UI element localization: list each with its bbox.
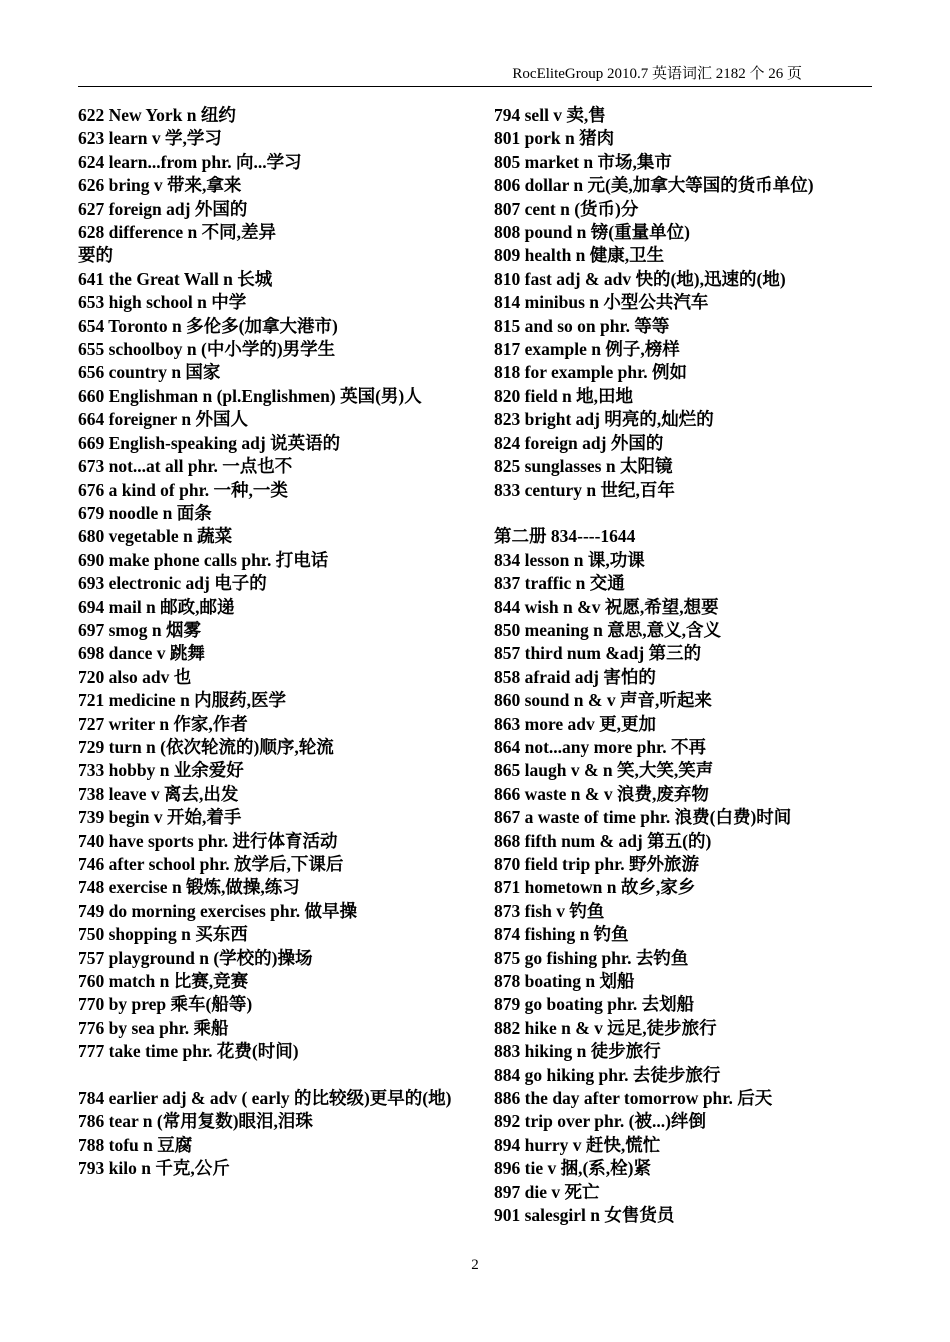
vocab-entry: 655 schoolboy n (中小学的)男学生 (78, 339, 336, 360)
vocab-entry: 833 century n 世纪,百年 (494, 479, 675, 500)
vocab-entry: 886 the day after tomorrow phr. 后天 (494, 1088, 773, 1109)
vocab-entry: 810 fast adj & adv 快的(地),迅速的(地) (494, 268, 786, 289)
vocab-entry: 727 writer n 作家,作者 (78, 713, 248, 734)
page-header: RocEliteGroup 2010.7 英语词汇 2182 个 26 页 (512, 66, 802, 82)
vocab-entry: 867 a waste of time phr. 浪费(白费)时间 (494, 807, 792, 828)
vocab-entry: 801 pork n 猪肉 (494, 128, 615, 149)
vocab-entry: 824 foreign adj 外国的 (494, 432, 664, 453)
vocab-entry: 623 learn v 学,学习 (78, 128, 222, 149)
vocab-entry: 883 hiking n 徒步旅行 (494, 1041, 661, 1062)
vocab-entry: 892 trip over phr. (被...)绊倒 (494, 1111, 706, 1132)
vocab-entry: 864 not...any more phr. 不再 (494, 736, 706, 757)
vocab-entry: 786 tear n (常用复数)眼泪,泪珠 (78, 1111, 313, 1132)
vocab-entry: 750 shopping n 买东西 (78, 924, 248, 945)
vocab-entry: 733 hobby n 业余爱好 (78, 760, 244, 781)
vocab-entry: 669 English-speaking adj 说英语的 (78, 432, 341, 453)
header-rule (78, 86, 872, 87)
vocab-entry: 680 vegetable n 蔬菜 (78, 526, 233, 547)
vocab-entry: 814 minibus n 小型公共汽车 (494, 292, 709, 313)
vocab-entry: 770 by prep 乘车(船等) (78, 994, 253, 1015)
vocab-entry: 628 difference n 不同,差异 (78, 222, 276, 243)
spacer (78, 1064, 460, 1087)
vocab-entry: 866 waste n & v 浪费,废弃物 (494, 783, 709, 804)
vocab-entry: 865 laugh v & n 笑,大笑,笑声 (494, 760, 714, 781)
left-column (78, 104, 460, 1181)
vocab-entry: 要的 (78, 245, 113, 266)
spacer (494, 502, 874, 525)
vocab-entry: 806 dollar n 元(美,加拿大等国的货币单位) (494, 175, 814, 196)
vocab-entry: 794 sell v 卖,售 (494, 105, 606, 125)
vocab-entry: 882 hike n & v 远足,徒步旅行 (494, 1017, 717, 1038)
vocab-entry: 641 the Great Wall n 长城 (78, 268, 273, 289)
vocab-entry: 808 pound n 镑(重量单位) (494, 222, 690, 243)
vocab-entry: 729 turn n (依次轮流的)顺序,轮流 (78, 736, 334, 757)
vocab-entry: 857 third num &adj 第三的 (494, 643, 702, 664)
vocab-entry: 860 sound n & v 声音,听起来 (494, 690, 712, 711)
vocab-entry: 739 begin v 开始,着手 (78, 807, 242, 828)
vocab-entry: 746 after school phr. 放学后,下课后 (78, 854, 344, 874)
vocab-entry: 874 fishing n 钓鱼 (494, 924, 629, 945)
vocab-entry: 679 noodle n 面条 (78, 502, 212, 523)
vocab-entry: 884 go hiking phr. 去徒步旅行 (494, 1064, 721, 1085)
vocab-entry: 871 hometown n 故乡,家乡 (494, 877, 696, 898)
vocab-entry: 721 medicine n 内服药,医学 (78, 690, 287, 711)
vocab-entry: 844 wish n &v 祝愿,希望,想要 (494, 596, 719, 617)
vocab-entry: 834 lesson n 课,功课 (494, 549, 645, 570)
vocab-entry: 837 traffic n 交通 (494, 573, 625, 594)
vocab-entry: 815 and so on phr. 等等 (494, 315, 670, 336)
vocab-entry: 693 electronic adj 电子的 (78, 573, 267, 594)
vocab-entry: 624 learn...from phr. 向...学习 (78, 151, 302, 172)
vocab-entry: 784 earlier adj & adv ( early 的比较级)更早的(地) (78, 1088, 452, 1109)
vocab-entry: 863 more adv 更,更加 (494, 713, 657, 734)
vocab-entry: 788 tofu n 豆腐 (78, 1134, 193, 1155)
vocab-entry: 777 take time phr. 花费(时间) (78, 1041, 299, 1062)
vocab-entry: 690 make phone calls phr. 打电话 (78, 549, 329, 570)
vocab-entry: 805 market n 市场,集市 (494, 151, 672, 172)
vocab-entry: 897 die v 死亡 (494, 1181, 600, 1202)
vocab-entry: 823 bright adj 明亮的,灿烂的 (494, 409, 714, 430)
vocab-entry: 793 kilo n 千克,公斤 (78, 1158, 230, 1179)
vocab-entry: 654 Toronto n 多伦多(加拿大港市) (78, 315, 338, 336)
vocab-entry: 694 mail n 邮政,邮递 (78, 596, 235, 617)
right-column (494, 104, 874, 1227)
vocab-entry: 748 exercise n 锻炼,做操,练习 (78, 877, 300, 898)
vocab-entry: 878 boating n 划船 (494, 971, 635, 992)
vocab-entry: 760 match n 比赛,竞赛 (78, 971, 249, 992)
vocab-entry: 738 leave v 离去,出发 (78, 783, 239, 804)
vocab-entry: 817 example n 例子,榜样 (494, 339, 680, 360)
vocab-entry: 894 hurry v 赶快,慌忙 (494, 1134, 661, 1155)
page-number: 2 (471, 1257, 479, 1273)
vocab-entry: 第二册 834----1644 (494, 526, 636, 547)
vocab-entry: 653 high school n 中学 (78, 292, 247, 313)
vocab-entry: 850 meaning n 意思,意义,含义 (494, 619, 722, 640)
vocab-entry: 664 foreigner n 外国人 (78, 409, 248, 430)
vocab-entry: 757 playground n (学校的)操场 (78, 947, 313, 968)
vocab-entry: 870 field trip phr. 野外旅游 (494, 853, 699, 874)
vocab-entry: 875 go fishing phr. 去钓鱼 (494, 947, 689, 968)
vocab-entry: 820 field n 地,田地 (494, 385, 634, 406)
vocab-entry: 776 by sea phr. 乘船 (78, 1017, 229, 1038)
vocab-entry: 807 cent n (货币)分 (494, 198, 639, 219)
vocab-entry: 698 dance v 跳舞 (78, 643, 205, 664)
vocab-entry: 697 smog n 烟雾 (78, 619, 201, 640)
vocab-entry: 660 Englishman n (pl.Englishmen) 英国(男)人 (78, 385, 422, 406)
vocab-entry: 656 country n 国家 (78, 362, 221, 383)
vocab-entry: 809 health n 健康,卫生 (494, 245, 665, 266)
vocab-entry: 740 have sports phr. 进行体育活动 (78, 830, 338, 851)
vocab-entry: 868 fifth num & adj 第五(的) (494, 830, 712, 851)
vocab-entry: 825 sunglasses n 太阳镜 (494, 456, 673, 477)
vocab-entry: 896 tie v 捆,(系,栓)紧 (494, 1158, 651, 1179)
vocab-entry: 626 bring v 带来,拿来 (78, 175, 242, 196)
vocab-entry: 858 afraid adj 害怕的 (494, 666, 656, 687)
vocab-entry: 676 a kind of phr. 一种,一类 (78, 479, 288, 500)
vocab-entry: 622 New York n 纽约 (78, 105, 236, 125)
vocab-entry: 749 do morning exercises phr. 做早操 (78, 900, 358, 921)
vocab-entry: 873 fish v 钓鱼 (494, 900, 605, 921)
vocab-entry: 627 foreign adj 外国的 (78, 198, 248, 219)
vocab-entry: 720 also adv 也 (78, 666, 192, 687)
vocab-entry: 673 not...at all phr. 一点也不 (78, 456, 293, 477)
vocab-entry: 879 go boating phr. 去划船 (494, 994, 695, 1015)
vocab-entry: 818 for example phr. 例如 (494, 362, 687, 383)
vocab-entry: 901 salesgirl n 女售货员 (494, 1205, 675, 1226)
